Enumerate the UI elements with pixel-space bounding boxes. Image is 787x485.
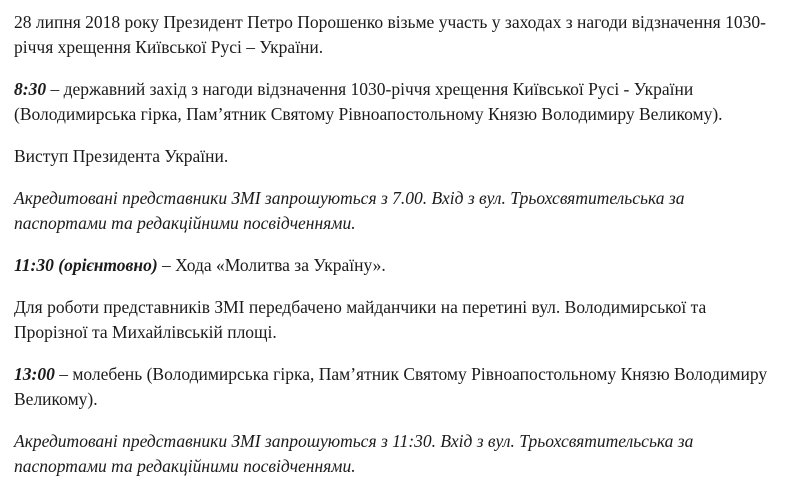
paragraph-text: 28 липня 2018 року Президент Петро Порошенко візьме участь у заходах з нагоди відзначення 1030-річчя хрещення Київської Русі – України. (14, 12, 766, 57)
paragraph-text: Акредитовані представники ЗМІ запрошуються з 11:30. Вхід з вул. Трьохсвятительська за паспортами та редакційними посвідченнями. (14, 431, 694, 476)
paragraph-text: Виступ Президента України. (14, 146, 229, 166)
paragraph-speech (14, 144, 773, 169)
paragraph-event-0830 (14, 77, 773, 127)
paragraph-event-1130 (14, 253, 773, 278)
time-label: 11:30 (орієнтовно) (14, 255, 158, 275)
paragraph-text: Акредитовані представники ЗМІ запрошуються з 7.00. Вхід з вул. Трьохсвятительська за паспортами та редакційними посвідченнями. (14, 188, 685, 233)
paragraph-text: – державний захід з нагоди відзначення 1030-річчя хрещення Київської Русі - України (Володимирська гірка, Пам’ятник Святому Рівноапостольному Князю Володимиру Великому). (14, 79, 723, 124)
paragraph-text: Для роботи представників ЗМІ передбачено майданчики на перетині вул. Володимирської та Прорізної та Михайлівській площі. (14, 297, 707, 342)
time-label: 13:00 (14, 364, 55, 384)
paragraph-accreditation-2 (14, 429, 773, 479)
paragraph-text: – молебень (Володимирська гірка, Пам’ятник Святому Рівноапостольному Князю Володимиру Великому). (14, 364, 768, 409)
paragraph-accreditation-1 (14, 186, 773, 236)
time-label: 8:30 (14, 79, 47, 99)
paragraph-event-1300 (14, 362, 773, 412)
paragraph-media-zones (14, 295, 773, 345)
paragraph-intro (14, 10, 773, 60)
paragraph-text: – Хода «Молитва за Україну». (157, 255, 386, 275)
